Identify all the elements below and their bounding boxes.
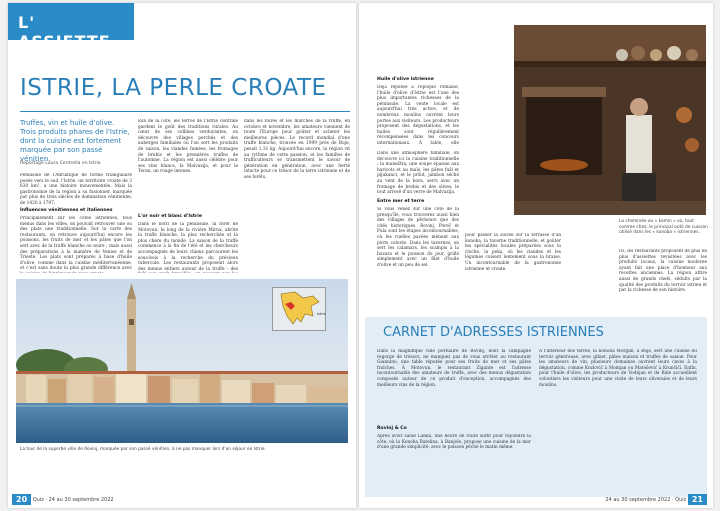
subheading-huile: Huile d'olive istrienne — [377, 77, 434, 82]
subheading-mer-terre: Entre mer et terre — [377, 199, 425, 204]
section-banner — [8, 3, 134, 51]
address-book-column-1b: Après avoir salué Lanka, une heure de route suffit pour rejoindre la côte, où la Konoba Batelina, à Banjole, propose une cuisine de la mer d'une grande simplicité, avec le poisson pêché le matin même. — [377, 434, 531, 451]
section-label: L' ASSIETTE — [18, 13, 111, 51]
subheading-truffe: L'or noir et blanc d'Istrie — [138, 214, 202, 219]
right-body-column-3: pour passer la soirée sur la terrasse d'un konoba, la taverne traditionnelle, et goûter les spécialités locales préparées sous la cloche, la peka, où les viandes et les légumes cuisent lentement sous la braise. Un incontournable de la gastronomie istrienne et croate. — [465, 233, 561, 272]
right-body-column-2: Si vous venez sur une côte de la presqu'île, vous trouverez aussi bien des villages de pêcheurs que des cités historiques. Rovinj, Poreč et Pula sont les étapes incontournables, où les ruelles pavées mènent aux ports colorés. Dans les tavernes, on sert les calamars, les scampis à la buzara et le poisson du jour, grillé simplement avec un filet d'huile d'olive et un peu de sel. — [377, 207, 459, 268]
map-label: Istrie — [317, 312, 326, 316]
croatia-map — [272, 287, 326, 331]
subheading-influences: Influences vénitiennes et italiennes — [20, 208, 113, 213]
konoba-photo — [514, 25, 706, 215]
address-book-column-1: Dans la magnifique ville portuaire de Rovinj, dont la campagne regorge de trésors, ne manquez pas de vous arrêter au restaurant Giannino, une table réputée pour ses fruits de mer et ses pâtes fraîches. À Motovun, le restaurant Zigante est l'adresse incontournable des amateurs de truffe, avec des menus dégustation composés autour de ce produit d'exception, accompagnés des meilleurs vins de la région. — [377, 349, 531, 388]
photo-caption-rovinj: La tour de la superbe ville de Rovinj, marquée par son passé vénitien, à ne pas manquer lors d'un séjour en Istrie. — [20, 447, 266, 452]
address-book-box — [365, 317, 707, 497]
body-column-2: loin de la côte, les terres de l'Istrie centrale gardent le goût des traditions rurales. Au cœur de ses collines verdoyantes, on découvre des villages perchés et des auberges familiales où l'on sert les produits de saison, les viandes fumées, les fromages de brebis et les premières truffes de l'automne. La région est aussi célèbre pour ses vins blancs, la Malvazija, et pour le Teran, un rouge intense. — [138, 119, 238, 175]
photo-caption-konoba: La cheminée ou « kamin » où, tout comme chez, le principal outil de cuisson utilisé dans les « konoba » istriennes. — [619, 219, 708, 235]
right-footer — [605, 494, 707, 505]
title-divider — [20, 111, 350, 112]
left-page — [8, 3, 356, 508]
body-column-3: dans les foires et les marchés de la truffe, en octobre et novembre, les amateurs viennent de toute l'Europe pour goûter et acheter les meilleures pièces. Le record mondial d'une truffe blanche, trouvée en 1999 près de Buje, pesait 1,31 kg. Aujourd'hui encore, la région vit au rythme de cette passion, et les familles de trufficulteurs se transmettent le savoir de génération en génération, avec une fierté intacte pour ce trésor de la terre istrienne et de ses forêts. — [244, 119, 350, 180]
address-book-column-2: À l'intérieur des terres, la konoba Morgan, à Buje, sert une cuisine du terroir généreuse, avec gibier, pâtes maison et truffes de saison. Pour les amateurs de vin, plusieurs domaines ouvrent leurs caves à la dégustation, comme Kozlović à Momjan ou Matošević à Krunčići. Enfin, pour l'huile d'olive, les producteurs de Vodnjan et de Bale accueillent volontiers les visiteurs pour une visite de leurs oliveraies et de leurs moulins. — [539, 349, 697, 388]
page-number-right: 21 — [688, 494, 707, 505]
page-number-left: 20 — [12, 494, 31, 505]
right-body-column-1: Déjà réputée à l'époque romaine, l'huile d'olive d'Istrie est l'une des plus importantes richesses de la péninsule. La vente locale est aujourd'hui très active, et de nombreux moulins ouvrent leurs portes aux visiteurs. Les producteurs proposent des dégustations, et les huiles sont régulièrement récompensées dans les concours internationaux. À table, elle — [377, 85, 459, 146]
right-body-column-4: Ici, les restaurants proposent de plus en plus d'assiettes revisitées avec les produits locaux, la cuisine moderne ayant fait une place d'honneur aux recettes anciennes. La région attire aussi de grands chefs, séduits par la qualité des produits du terroir istrien et par la richesse de son histoire. — [619, 249, 707, 294]
body-column-2b: Dans le nord de la péninsule, la forêt de Motovun, le long de la rivière Mirna, abrite la truffe blanche, la plus recherchée et la plus chère du monde. La saison de la truffe commence à la fin de l'été et les chercheurs accompagnés de leurs chiens parcourent les sous-bois à la recherche du précieux tubercule. Les restaurants proposent alors des menus entiers autour de la truffe : des — [138, 222, 238, 272]
address-book-subheading: Rovinj & Co — [377, 426, 407, 431]
left-footer — [12, 494, 114, 505]
right-body-column-1b: Dans une atmosphère familiale, on découvre ici la cuisine traditionnelle : la maneštra, une soupe épaisse aux haricots et au maïs, les pâtes fuži et pljukanci, et le pršut, jambon séché au vent de la bora, servi avec un fromage de brebis et des olives, le tout arrosé d'un verre de Malvazija. — [377, 151, 459, 196]
body-column-1: Principalement sur les côtes istriennes, tous menus dans les villes, on pouvait retrouver une ou des plats une traditionnelle. Sur la carte des restaurants, on retrouve aujourd'hui encore les poissons, les fruits de mer et les pâtes que l'on sert avec de la truffe blanche ou noire ; mais aussi des préparations à la manière de Venise et de Trieste. Les plats sont préparés à base d'huile d'olive, comme dans la cuisine méditerranéenne, et c'est sans doute la plus grande différence avec — [20, 216, 132, 272]
intro-paragraph: Péninsule de l'Adriatique de forme triangulaire posée vers le sud, l'Istrie, un territoire croate de 3 630 km², a une histoire mouvementée. Mais la gastronomie de la région a su fusionner, marquée par plus de trois siècles de domination vénitienne, de 1420 à 1797. — [20, 173, 132, 205]
article-title: ISTRIE, LA PERLE CROATE — [20, 75, 327, 101]
reporter-credit: Reportage Laura Centrella en Istrie — [20, 161, 101, 166]
right-page — [359, 3, 713, 508]
footer-text-right: 24 au 30 septembre 2022 · Quiz — [605, 497, 687, 503]
address-book-title: CARNET D'ADRESSES ISTRIENNES — [383, 325, 604, 340]
article-lead: Truffes, vin et huile d'olive. Trois produits phares de l'Istrie, dont la cuisine est fortement marquée par son passé vénitien. — [20, 119, 130, 163]
footer-text-left: Quiz · 24 au 30 septembre 2022 — [32, 497, 114, 503]
